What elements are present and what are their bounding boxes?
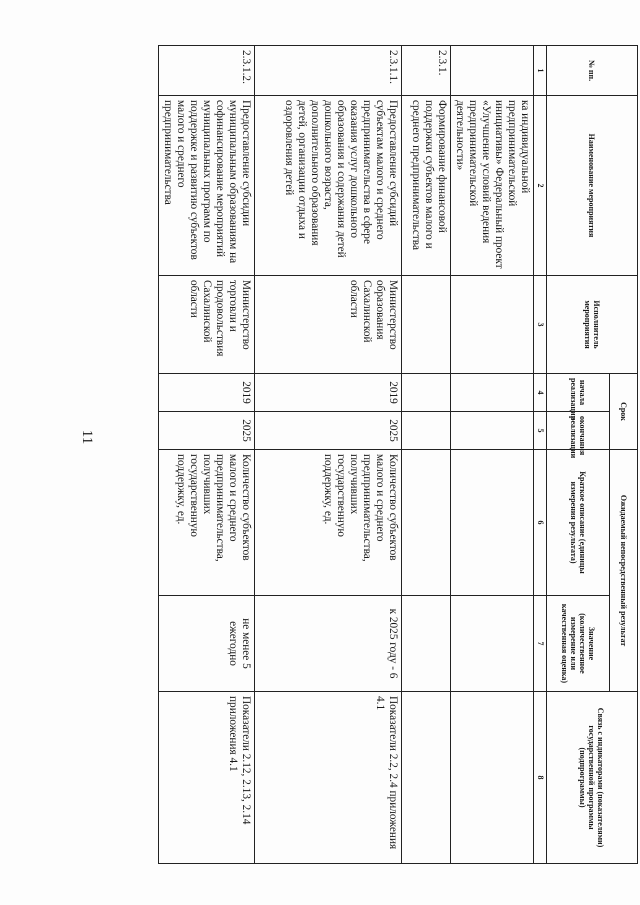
header-result: Ожидаемый непосредственный результат (610, 450, 638, 692)
row-name: ка индивидуальной предпринимательской инициативы» Федеральный проект «Улучшение условий ведения предпринимательской деятельности» (451, 96, 534, 276)
measures-table (158, 45, 638, 864)
header-name: Наименование мероприятия (547, 96, 638, 276)
row-end (451, 412, 534, 450)
row-link: Показатели 2.12, 2.13, 2.14 приложения 4.1 (159, 692, 255, 864)
header-row (610, 46, 638, 864)
row-executor (402, 276, 451, 374)
column-number: 7 (534, 596, 547, 692)
row-num: 2.3.1.1. (255, 46, 402, 96)
header-link: Связь с индикаторами (показателями) государственной программы (подпрограммы) (547, 692, 638, 864)
row-end: 2025 (255, 412, 402, 450)
row-executor: Министерство образования Сахалинской области (255, 276, 402, 374)
row-start (451, 374, 534, 412)
column-number: 6 (534, 450, 547, 596)
table-row (451, 46, 534, 864)
row-link (402, 692, 451, 864)
row-start: 2019 (255, 374, 402, 412)
column-numbers-row (534, 46, 547, 864)
table-row (402, 46, 451, 864)
header-result-value: Значение (количественное измерение или качественная оценка) (547, 596, 610, 692)
row-result-desc (402, 450, 451, 596)
row-end: 2025 (159, 412, 255, 450)
row-result-value: не менее 5 ежегодно (159, 596, 255, 692)
measures-table-wrapper (120, 45, 638, 863)
row-executor: Министерство торговли и продовольствия Сахалинской области (159, 276, 255, 374)
header-executor: Исполнитель мероприятия (547, 276, 638, 374)
table-row (159, 46, 255, 864)
column-number: 3 (534, 276, 547, 374)
page-number: 11 (79, 429, 95, 445)
row-num: 2.3.1.2. (159, 46, 255, 96)
header-num: № пп. (547, 46, 638, 96)
row-executor (451, 276, 534, 374)
row-name: Предоставление субсидий субъектам малого и среднего предпринимательства в сфере оказания услуг дошкольного образования и содержания детей дошкольного возраста, дополнительного образования детей, организации отдыха и оздоровления детей (255, 96, 402, 276)
row-result-value: к 2025 году - 6 (255, 596, 402, 692)
column-number: 8 (534, 692, 547, 864)
column-number: 2 (534, 96, 547, 276)
row-num (451, 46, 534, 96)
header-term: Срок (610, 374, 638, 450)
table-row (255, 46, 402, 864)
row-result-value (451, 596, 534, 692)
header-result-desc: Краткое описание (единицы измерения результата) (547, 450, 610, 596)
row-start: 2019 (159, 374, 255, 412)
header-term-end: окончания реализации (547, 412, 610, 450)
row-name: Предоставление субсидии муниципальным образованиям на софинансирование мероприятий муниципальных программ по поддержке и развитию субъектов малого и среднего предпринимательства (159, 96, 255, 276)
row-result-desc: Количество субъектов малого и среднего предпринимательства, получивших государственную поддержку, ед. (159, 450, 255, 596)
row-num: 2.3.1. (402, 46, 451, 96)
row-link (451, 692, 534, 864)
row-start (402, 374, 451, 412)
row-result-desc: Количество субъектов малого и среднего предпринимательства, получивших государственную поддержку, ед. (255, 450, 402, 596)
row-end (402, 412, 451, 450)
column-number: 1 (534, 46, 547, 96)
column-number: 5 (534, 412, 547, 450)
row-link: Показатели 2.2, 2.4 приложения 4.1 (255, 692, 402, 864)
row-name: Формирование финансовой поддержки субъектов малого и среднего предпринимательства (402, 96, 451, 276)
header-term-start: начала реализации (547, 374, 610, 412)
column-number: 4 (534, 374, 547, 412)
row-result-value (402, 596, 451, 692)
row-result-desc (451, 450, 534, 596)
